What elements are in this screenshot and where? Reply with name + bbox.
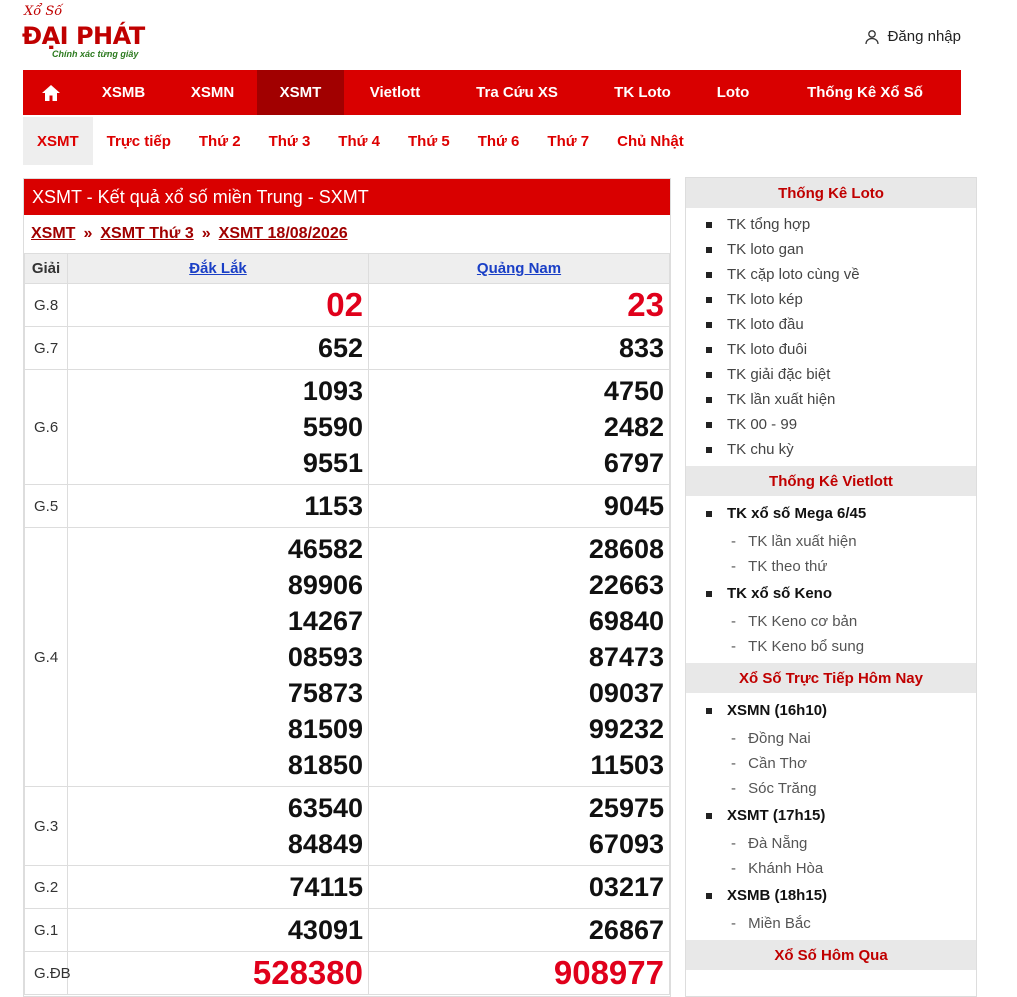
result-number: 11503	[590, 750, 664, 780]
result-number: 67093	[588, 829, 664, 859]
breadcrumb-separator: »	[83, 225, 93, 242]
result-cell	[68, 485, 369, 528]
result-number: 26867	[588, 915, 664, 945]
vietlott-links	[686, 496, 976, 663]
loto-links	[686, 208, 976, 466]
result-number: 43091	[287, 915, 363, 945]
logo-top-text: Xổ Số	[24, 4, 63, 19]
prize-row	[25, 528, 670, 787]
sidebar-link[interactable]: TK loto gan	[686, 237, 976, 262]
nav-loto[interactable]: Loto	[716, 84, 750, 101]
result-number: 22663	[588, 570, 664, 600]
breadcrumb-xsmt-thu-3[interactable]: XSMT Thứ 3	[100, 225, 194, 242]
nav-vietlott[interactable]: Vietlott	[369, 84, 421, 101]
prize-label: G.7	[25, 327, 68, 370]
sidebar-sub-link[interactable]: - TK Keno bổ sung	[686, 634, 976, 659]
sidebar-section-link[interactable]: XSMT (17h15)	[686, 801, 976, 831]
subnav-thu-7[interactable]: Thứ 7	[547, 132, 590, 150]
sidebar-link[interactable]: TK giải đặc biệt	[686, 362, 976, 387]
province-link-dak-lak[interactable]: Đắk Lắk	[189, 260, 247, 277]
sidebar-link[interactable]: TK loto kép	[686, 287, 976, 312]
result-number: 81509	[287, 714, 363, 744]
subnav-truc-tiep[interactable]: Trực tiếp	[106, 132, 171, 150]
sidebar-sub-link[interactable]: - Miền Bắc	[686, 911, 976, 936]
sidebar-sub-link[interactable]: - Đà Nẵng	[686, 831, 976, 856]
subnav-thu-3[interactable]: Thứ 3	[268, 132, 311, 150]
result-cell	[68, 370, 369, 485]
prize-label: G.ĐB	[25, 952, 68, 995]
subnav-chu-nhat[interactable]: Chủ Nhật	[617, 132, 684, 150]
sidebar-link[interactable]: TK cặp loto cùng về	[686, 262, 976, 287]
sidebar-section-link[interactable]: XSMN (16h10)	[686, 696, 976, 726]
main-nav	[23, 70, 961, 115]
result-number: 833	[618, 333, 664, 363]
result-number: 6797	[603, 448, 664, 478]
province-link-quang-nam[interactable]: Quảng Nam	[476, 260, 562, 277]
sidebar-sub-link[interactable]: - Sóc Trăng	[686, 776, 976, 801]
results-table	[24, 253, 670, 995]
home-icon	[41, 83, 61, 103]
result-number: 63540	[287, 793, 363, 823]
result-number: 81850	[287, 750, 363, 780]
sidebar-sub-link[interactable]: - Cần Thơ	[686, 751, 976, 776]
result-number: 528380	[252, 954, 363, 991]
sidebar-link[interactable]: TK loto đuôi	[686, 337, 976, 362]
breadcrumb	[24, 215, 670, 253]
live-links	[686, 693, 976, 940]
result-number: 5590	[302, 412, 363, 442]
sidebar-sub-link[interactable]: - TK lần xuất hiện	[686, 529, 976, 554]
results-title: XSMT - Kết quả xổ số miền Trung - SXMT	[24, 179, 670, 215]
subnav-xsmt[interactable]: XSMT	[23, 117, 93, 165]
nav-tk-loto[interactable]: TK Loto	[614, 84, 671, 101]
result-cell	[68, 866, 369, 909]
prize-label: G.8	[25, 284, 68, 327]
result-cell	[68, 284, 369, 327]
nav-xsmt[interactable]: XSMT	[257, 70, 344, 115]
prize-row	[25, 787, 670, 866]
sidebar-section-link[interactable]: TK xổ số Keno	[686, 579, 976, 609]
result-cell	[369, 952, 670, 995]
result-number: 02	[326, 286, 363, 323]
sub-nav	[23, 117, 698, 165]
result-number: 652	[317, 333, 363, 363]
result-number: 14267	[287, 606, 363, 636]
prize-row	[25, 327, 670, 370]
prize-row	[25, 370, 670, 485]
nav-tra-cuu-xs[interactable]: Tra Cứu XS	[476, 84, 558, 101]
result-number: 03217	[588, 872, 664, 902]
breadcrumb-xsmt[interactable]: XSMT	[31, 225, 76, 242]
result-number: 09037	[588, 678, 664, 708]
result-number: 84849	[287, 829, 363, 859]
prize-label: G.3	[25, 787, 68, 866]
sidebar-link[interactable]: TK chu kỳ	[686, 437, 976, 462]
result-number: 23	[627, 286, 664, 323]
subnav-thu-5[interactable]: Thứ 5	[408, 132, 450, 150]
sidebar-section-link[interactable]: TK xổ số Mega 6/45	[686, 499, 976, 529]
sidebar-heading-live: Xổ Số Trực Tiếp Hôm Nay	[686, 663, 976, 693]
prize-row	[25, 952, 670, 995]
result-number: 9045	[603, 491, 664, 521]
result-number: 75873	[287, 678, 363, 708]
sidebar-sub-link[interactable]: - TK Keno cơ bản	[686, 609, 976, 634]
sidebar-sub-link[interactable]: - TK theo thứ	[686, 554, 976, 579]
sidebar	[685, 177, 977, 997]
sidebar-heading-yesterday: Xổ Số Hôm Qua	[686, 940, 976, 970]
result-cell	[68, 909, 369, 952]
sidebar-link[interactable]: TK tổng hợp	[686, 212, 976, 237]
result-number: 28608	[588, 534, 664, 564]
nav-xsmb[interactable]: XSMB	[101, 84, 146, 101]
header	[0, 0, 1017, 70]
prize-row	[25, 909, 670, 952]
nav-thong-ke-xo-so[interactable]: Thống Kê Xổ Số	[807, 84, 923, 101]
site-logo[interactable]	[22, 4, 162, 60]
prize-label: G.2	[25, 866, 68, 909]
result-cell	[369, 787, 670, 866]
user-icon	[864, 29, 880, 45]
result-cell	[369, 284, 670, 327]
sidebar-section-link[interactable]: XSMB (18h15)	[686, 881, 976, 911]
result-number: 1153	[304, 491, 363, 521]
col-province-1	[68, 254, 369, 284]
result-cell	[68, 952, 369, 995]
result-number: 08593	[287, 642, 363, 672]
result-cell	[68, 787, 369, 866]
result-number: 99232	[588, 714, 664, 744]
subnav-thu-4[interactable]: Thứ 4	[338, 132, 380, 150]
result-cell	[369, 327, 670, 370]
sidebar-sub-link[interactable]: - Đồng Nai	[686, 726, 976, 751]
prize-label: G.6	[25, 370, 68, 485]
logo-main-text: ĐẠI PHÁT	[22, 22, 145, 50]
sidebar-heading-vietlott: Thống Kê Vietlott	[686, 466, 976, 496]
col-prize-header: Giải	[25, 254, 68, 284]
sidebar-link[interactable]: TK 00 - 99	[686, 412, 976, 437]
result-cell	[369, 528, 670, 787]
login-link[interactable]	[864, 28, 961, 45]
result-cell	[68, 327, 369, 370]
subnav-thu-2[interactable]: Thứ 2	[198, 132, 241, 150]
sidebar-heading-loto: Thống Kê Loto	[686, 178, 976, 208]
result-cell	[369, 866, 670, 909]
result-number: 25975	[588, 793, 664, 823]
result-number: 9551	[302, 448, 363, 478]
prize-label: G.1	[25, 909, 68, 952]
result-number: 74115	[289, 872, 363, 902]
result-number: 4750	[603, 376, 664, 406]
result-number: 89906	[287, 570, 363, 600]
result-cell	[369, 485, 670, 528]
sidebar-link[interactable]: TK loto đầu	[686, 312, 976, 337]
prize-row	[25, 284, 670, 327]
nav-home[interactable]	[23, 70, 79, 115]
results-body	[25, 284, 670, 995]
result-number: 1093	[302, 376, 363, 406]
prize-label: G.4	[25, 528, 68, 787]
breadcrumb-separator: »	[201, 225, 211, 242]
result-cell	[68, 528, 369, 787]
logo-tagline: Chính xác từng giây	[52, 49, 139, 59]
prize-label: G.5	[25, 485, 68, 528]
col-province-2	[369, 254, 670, 284]
result-number: 69840	[588, 606, 664, 636]
result-number: 87473	[588, 642, 664, 672]
result-number: 46582	[287, 534, 363, 564]
breadcrumb-date[interactable]: XSMT 18/08/2026	[218, 225, 348, 242]
result-number: 908977	[553, 954, 664, 991]
subnav-thu-6[interactable]: Thứ 6	[477, 132, 520, 150]
sidebar-sub-link[interactable]: - Khánh Hòa	[686, 856, 976, 881]
sidebar-link[interactable]: TK lần xuất hiện	[686, 387, 976, 412]
results-panel	[23, 178, 671, 997]
login-label: Đăng nhập	[887, 28, 961, 45]
prize-row	[25, 866, 670, 909]
result-cell	[369, 909, 670, 952]
nav-xsmn[interactable]: XSMN	[190, 84, 235, 101]
prize-row	[25, 485, 670, 528]
result-cell	[369, 370, 670, 485]
result-number: 2482	[603, 412, 664, 442]
